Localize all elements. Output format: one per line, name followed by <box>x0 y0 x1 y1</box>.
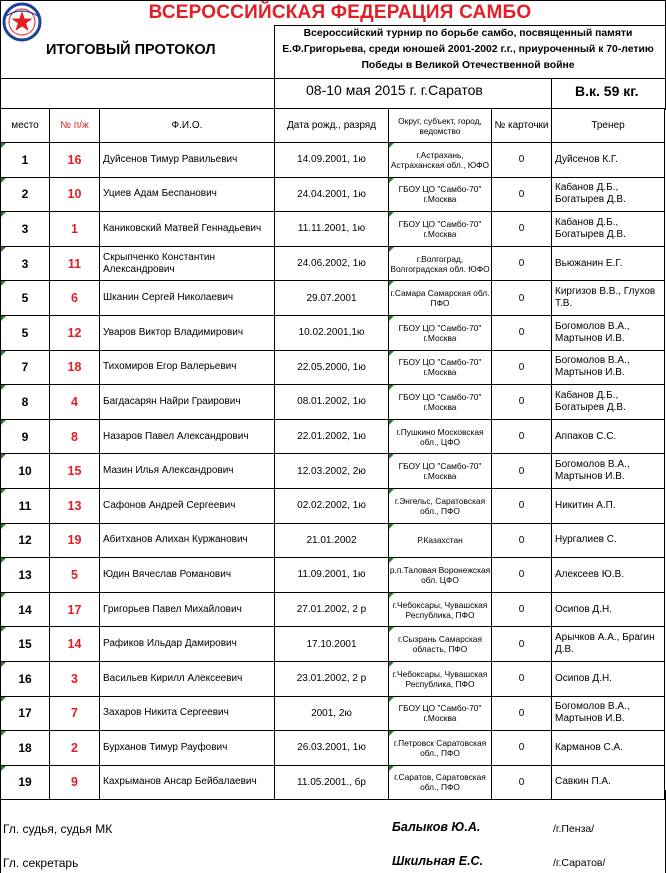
coach-cell: Никитин А.П. <box>552 488 665 523</box>
athlete-number-cell: 18 <box>50 350 100 385</box>
region-cell: ГБОУ ЦО "Самбо-70" г.Москва <box>389 385 492 420</box>
place-cell: 19 <box>1 765 50 800</box>
athlete-number-cell: 15 <box>50 454 100 489</box>
athlete-name-cell: Каниковский Матвей Геннадьевич <box>100 212 275 247</box>
birth-date-rank-cell: 11.09.2001, 1ю <box>275 558 389 593</box>
region-cell: г.Волгоград, Волгоградская обл. ЮФО <box>389 246 492 281</box>
athlete-number-cell: 9 <box>50 765 100 800</box>
table-row <box>1 246 665 281</box>
birth-date-rank-cell: 08.01.2002, 1ю <box>275 385 389 420</box>
table-row <box>1 627 665 662</box>
card-number-cell: 0 <box>492 523 552 558</box>
place-cell: 3 <box>1 212 50 247</box>
card-number-cell: 0 <box>492 558 552 593</box>
athlete-name-cell: Абитханов Алихан Куржанович <box>100 523 275 558</box>
birth-date-rank-cell: 23.01.2002, 2 р <box>275 661 389 696</box>
header-grid-lines <box>0 0 666 110</box>
region-cell: г.Чебоксары, Чувашская Республика, ПФО <box>389 661 492 696</box>
card-number-cell: 0 <box>492 488 552 523</box>
chief-judge-name: Балыков Ю.А. <box>392 820 481 834</box>
coach-cell: Савкин П.А. <box>552 765 665 800</box>
birth-date-rank-cell: 17.10.2001 <box>275 627 389 662</box>
birth-date-rank-cell: 11.11.2001, 1ю <box>275 212 389 247</box>
place-cell: 5 <box>1 281 50 316</box>
table-row <box>1 281 665 316</box>
chief-judge-label: Гл. судья, судья МК <box>3 822 113 836</box>
region-cell: ГБОУ ЦО "Самбо-70" г.Москва <box>389 177 492 212</box>
place-cell: 1 <box>1 143 50 178</box>
region-cell: ГБОУ ЦО "Самбо-70" г.Москва <box>389 350 492 385</box>
athlete-name-cell: Назаров Павел Александрович <box>100 419 275 454</box>
athlete-name-cell: Юдин Вячеслав Романович <box>100 558 275 593</box>
place-cell: 8 <box>1 385 50 420</box>
athlete-number-cell: 2 <box>50 731 100 766</box>
tournament-line-1: Всероссийский турнир по борьбе самбо, посвященный памяти <box>303 28 633 39</box>
card-number-cell: 0 <box>492 350 552 385</box>
column-header-place: место <box>1 109 50 143</box>
place-cell: 2 <box>1 177 50 212</box>
coach-cell: Карманов С.А. <box>552 731 665 766</box>
athlete-name-cell: Уциев Адам Беспанович <box>100 177 275 212</box>
athlete-name-cell: Захаров Никита Сергеевич <box>100 696 275 731</box>
birth-date-rank-cell: 29.07.2001 <box>275 281 389 316</box>
region-cell: г.Астрахань, Астраханская обл., ЮФО <box>389 143 492 178</box>
table-row <box>1 488 665 523</box>
athlete-name-cell: Рафиков Ильдар Дамирович <box>100 627 275 662</box>
athlete-name-cell: Скрыпченко Константин Александрович <box>100 246 275 281</box>
region-cell: г.Самара Самарская обл. ПФО <box>389 281 492 316</box>
card-number-cell: 0 <box>492 315 552 350</box>
athlete-number-cell: 3 <box>50 661 100 696</box>
athlete-name-cell: Кахрыманов Ансар Бейбалаевич <box>100 765 275 800</box>
card-number-cell: 0 <box>492 454 552 489</box>
coach-cell: Богомолов В.А., Мартынов И.В. <box>552 315 665 350</box>
birth-date-rank-cell: 02.02.2002, 1ю <box>275 488 389 523</box>
athlete-number-cell: 17 <box>50 592 100 627</box>
birth-date-rank-cell: 24.04.2001, 1ю <box>275 177 389 212</box>
region-cell: Р.Казахстан <box>389 523 492 558</box>
chief-secretary-label: Гл. секретарь <box>3 856 79 870</box>
region-cell: ГБОУ ЦО "Самбо-70" г.Москва <box>389 454 492 489</box>
athlete-name-cell: Мазин Илья Александрович <box>100 454 275 489</box>
birth-date-rank-cell: 26.03.2001, 1ю <box>275 731 389 766</box>
card-number-cell: 0 <box>492 731 552 766</box>
place-cell: 18 <box>1 731 50 766</box>
athlete-name-cell: Бурханов Тимур Рауфович <box>100 731 275 766</box>
place-cell: 5 <box>1 315 50 350</box>
card-number-cell: 0 <box>492 212 552 247</box>
athlete-name-cell: Шканин Сергей Николаевич <box>100 281 275 316</box>
card-number-cell: 0 <box>492 281 552 316</box>
athlete-number-cell: 11 <box>50 246 100 281</box>
card-number-cell: 0 <box>492 143 552 178</box>
place-cell: 11 <box>1 488 50 523</box>
column-header-card: № карточки <box>492 109 552 143</box>
region-cell: г.Энгельс, Саратовская обл., ПФО <box>389 488 492 523</box>
athlete-number-cell: 8 <box>50 419 100 454</box>
results-table <box>0 108 665 800</box>
region-cell: ГБОУ ЦО "Самбо-70" г.Москва <box>389 315 492 350</box>
place-cell: 14 <box>1 592 50 627</box>
card-number-cell: 0 <box>492 246 552 281</box>
table-row <box>1 558 665 593</box>
place-cell: 9 <box>1 419 50 454</box>
coach-cell: Осипов Д.Н. <box>552 592 665 627</box>
region-cell: ГБОУ ЦО "Самбо-70" г.Москва <box>389 212 492 247</box>
card-number-cell: 0 <box>492 385 552 420</box>
tournament-line-3: Победы в Великой Отечественной войне <box>361 60 575 71</box>
table-header-row <box>1 109 665 143</box>
region-cell: г.Сызрань Самарская область, ПФО <box>389 627 492 662</box>
coach-cell: Киргизов В.В., Глухов Т.В. <box>552 281 665 316</box>
column-header-number: № п/ж <box>50 109 100 143</box>
birth-date-rank-cell: 10.02.2001,1ю <box>275 315 389 350</box>
athlete-number-cell: 19 <box>50 523 100 558</box>
coach-cell: Кабанов Д.Б., Богатырев Д.В. <box>552 177 665 212</box>
athlete-name-cell: Григорьев Павел Михайлович <box>100 592 275 627</box>
table-row <box>1 661 665 696</box>
card-number-cell: 0 <box>492 419 552 454</box>
athlete-number-cell: 14 <box>50 627 100 662</box>
coach-cell: Аппаков С.С. <box>552 419 665 454</box>
region-cell: р.п.Таловая Воронежская обл. ЦФО <box>389 558 492 593</box>
card-number-cell: 0 <box>492 765 552 800</box>
place-cell: 12 <box>1 523 50 558</box>
coach-cell: Нургалиев С. <box>552 523 665 558</box>
place-cell: 10 <box>1 454 50 489</box>
coach-cell: Алексеев Ю.В. <box>552 558 665 593</box>
athlete-number-cell: 4 <box>50 385 100 420</box>
table-row <box>1 696 665 731</box>
column-header-dob: Дата рожд., разряд <box>275 109 389 143</box>
region-cell: г.Пушкино Московская обл., ЦФО <box>389 419 492 454</box>
card-number-cell: 0 <box>492 177 552 212</box>
place-cell: 17 <box>1 696 50 731</box>
coach-cell: Богомолов В.А., Мартынов И.В. <box>552 454 665 489</box>
birth-date-rank-cell: 12.03.2002, 2ю <box>275 454 389 489</box>
weight-category: В.к. 59 кг. <box>575 83 639 99</box>
table-row <box>1 212 665 247</box>
table-row <box>1 419 665 454</box>
place-cell: 15 <box>1 627 50 662</box>
athlete-name-cell: Уваров Виктор Владимирович <box>100 315 275 350</box>
coach-cell: Кабанов Д.Б., Богатырев Д.В. <box>552 212 665 247</box>
athlete-name-cell: Тихомиров Егор Валерьевич <box>100 350 275 385</box>
card-number-cell: 0 <box>492 661 552 696</box>
region-cell: г.Петровск Саратовская обл., ПФО <box>389 731 492 766</box>
region-cell: ГБОУ ЦО "Самбо-70" г.Москва <box>389 696 492 731</box>
coach-cell: Осипов Д.Н. <box>552 661 665 696</box>
place-cell: 3 <box>1 246 50 281</box>
birth-date-rank-cell: 22.01.2002, 1ю <box>275 419 389 454</box>
protocol-title: ИТОГОВЫЙ ПРОТОКОЛ <box>46 42 216 58</box>
birth-date-rank-cell: 14.09.2001, 1ю <box>275 143 389 178</box>
tournament-line-2: Е.Ф.Григорьева, среди юношей 2001-2002 г.г., приуроченный к 70-летию <box>282 44 654 55</box>
birth-date-rank-cell: 24.06.2002, 1ю <box>275 246 389 281</box>
card-number-cell: 0 <box>492 592 552 627</box>
place-cell: 16 <box>1 661 50 696</box>
birth-date-rank-cell: 21.01.2002 <box>275 523 389 558</box>
table-row <box>1 315 665 350</box>
table-row <box>1 731 665 766</box>
table-row <box>1 523 665 558</box>
region-cell: г.Саратов, Саратовская обл., ПФО <box>389 765 492 800</box>
column-header-region: Округ, субъект, город, ведомство <box>389 109 492 143</box>
table-row <box>1 454 665 489</box>
birth-date-rank-cell: 2001, 2ю <box>275 696 389 731</box>
athlete-number-cell: 7 <box>50 696 100 731</box>
athlete-number-cell: 12 <box>50 315 100 350</box>
card-number-cell: 0 <box>492 696 552 731</box>
results-rows <box>1 143 665 800</box>
athlete-number-cell: 6 <box>50 281 100 316</box>
coach-cell: Вьюжанин Е.Г. <box>552 246 665 281</box>
athlete-number-cell: 5 <box>50 558 100 593</box>
athlete-name-cell: Васильев Кирилл Алексеевич <box>100 661 275 696</box>
coach-cell: Богомолов В.А., Мартынов И.В. <box>552 696 665 731</box>
birth-date-rank-cell: 27.01.2002, 2 р <box>275 592 389 627</box>
region-cell: г.Чебоксары, Чувашская Республика, ПФО <box>389 592 492 627</box>
table-row <box>1 177 665 212</box>
federation-title: ВСЕРОССИЙСКАЯ ФЕДЕРАЦИЯ САМБО <box>148 2 532 23</box>
coach-cell: Арычков А.А., Брагин Д.В. <box>552 627 665 662</box>
table-row <box>1 385 665 420</box>
coach-cell: Богомолов В.А., Мартынов И.В. <box>552 350 665 385</box>
table-row <box>1 350 665 385</box>
place-cell: 13 <box>1 558 50 593</box>
date-place: 08-10 мая 2015 г. г.Саратов <box>306 82 483 98</box>
athlete-number-cell: 10 <box>50 177 100 212</box>
athlete-number-cell: 1 <box>50 212 100 247</box>
column-header-coach: Тренер <box>552 109 665 143</box>
athlete-number-cell: 16 <box>50 143 100 178</box>
athlete-name-cell: Багдасарян Найри Граирович <box>100 385 275 420</box>
place-cell: 7 <box>1 350 50 385</box>
chief-secretary-name: Шкильная Е.С. <box>392 854 484 868</box>
athlete-name-cell: Сафонов Андрей Сергеевич <box>100 488 275 523</box>
birth-date-rank-cell: 22.05.2000, 1ю <box>275 350 389 385</box>
card-number-cell: 0 <box>492 627 552 662</box>
coach-cell: Кабанов Д.Б., Богатырев Д.В. <box>552 385 665 420</box>
table-row <box>1 592 665 627</box>
chief-secretary-city: /г.Саратов/ <box>553 857 606 869</box>
chief-judge-city: /г.Пенза/ <box>553 823 595 835</box>
athlete-number-cell: 13 <box>50 488 100 523</box>
column-header-name: Ф.И.О. <box>100 109 275 143</box>
coach-cell: Дуйсенов К.Г. <box>552 143 665 178</box>
athlete-name-cell: Дуйсенов Тимур Равильевич <box>100 143 275 178</box>
birth-date-rank-cell: 11.05.2001., бр <box>275 765 389 800</box>
table-row <box>1 143 665 178</box>
